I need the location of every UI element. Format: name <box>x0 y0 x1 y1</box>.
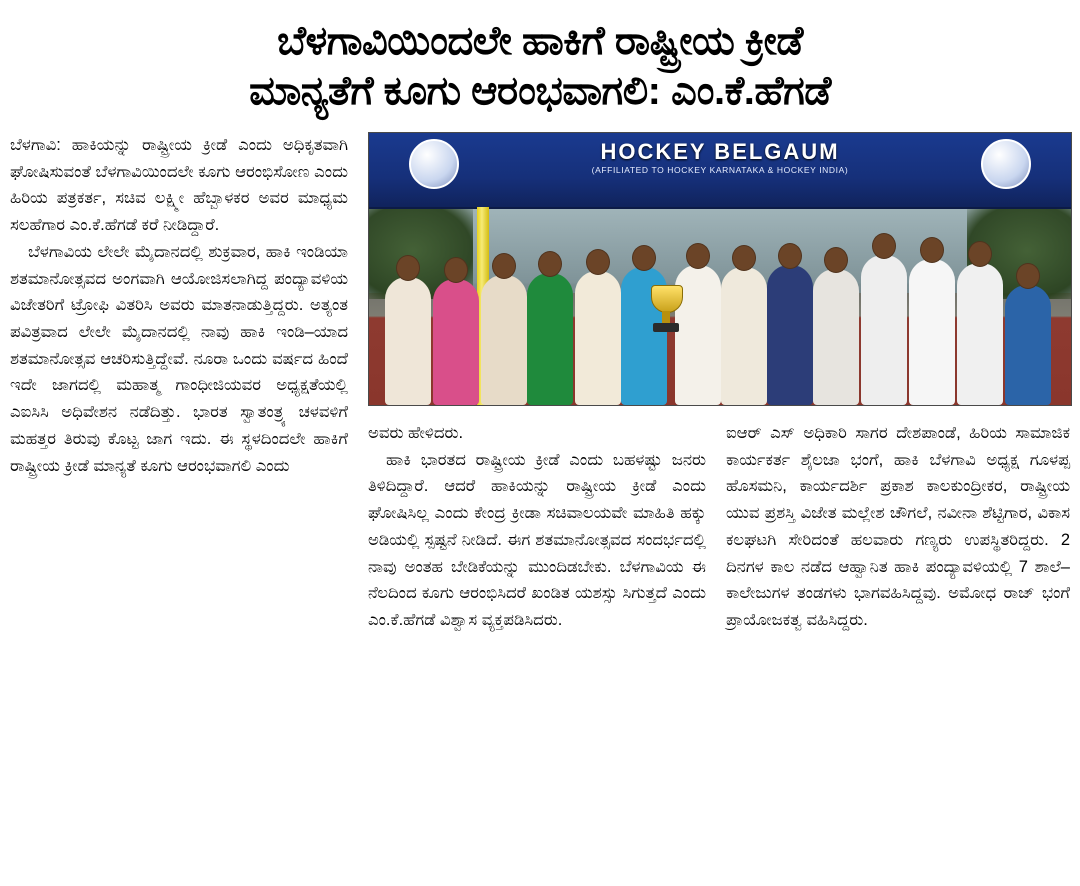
person <box>527 273 573 405</box>
person <box>1005 285 1051 405</box>
person-head-icon <box>872 233 896 259</box>
article-paragraph: ಹಾಕಿ ಭಾರತದ ರಾಷ್ಟ್ರೀಯ ಕ್ರೀಡೆ ಎಂದು ಬಹಳಷ್ಟು ಜನರು ತಿಳಿದಿದ್ದಾರೆ. ಆದರೆ ಹಾಕಿಯನ್ನು ರಾಷ್ಟ್ರೀಯ ಕ್ರೀಡೆ ಎಂದು ಘೋಷಿಸಿಲ್ಲ ಎಂದು ಕೇಂದ್ರ ಕ್ರೀಡಾ ಸಚಿವಾಲಯವೇ ಮಾಹಿತಿ ಹಕ್ಕು ಅಡಿಯಲ್ಲಿ ಸ್ಪಷ್ಟನೆ ನೀಡಿದೆ. ಈಗ ಶತಮಾನೋತ್ಸವದ ಸಂದರ್ಭದಲ್ಲಿ ನಾವು ಅಂತಹ ಬೇಡಿಕೆಯನ್ನು ಮುಂದಿಡಬೇಕು. ಬೆಳಗಾವಿಯ ಈ ನೆಲದಿಂದ ಕೂಗು ಆರಂಭಿಸಿದರೆ ಖಂಡಿತ ಯಶಸ್ಸು ಸಿಗುತ್ತದೆ ಎಂದು ಎಂ.ಕೆ.ಹೆಗಡೆ ವಿಶ್ವಾಸ ವ್ಯಕ್ತಪಡಿಸಿದರು. <box>368 450 706 630</box>
person-head-icon <box>396 255 420 281</box>
person-head-icon <box>538 251 562 277</box>
person <box>481 275 527 405</box>
person-head-icon <box>824 247 848 273</box>
photo-people-group <box>369 223 1071 405</box>
event-photo <box>368 132 1072 406</box>
page-title <box>14 16 1066 116</box>
photo-banner <box>369 133 1071 209</box>
article-paragraph: ಬೆಳಗಾವಿ: ಹಾಕಿಯನ್ನು ರಾಷ್ಟ್ರೀಯ ಕ್ರೀಡೆ ಎಂದು ಅಧಿಕೃತವಾಗಿ ಘೋಷಿಸುವಂತೆ ಬೆಳಗಾವಿಯಿಂದಲೇ ಕೂಗು ಆರಂಭಿಸೋಣ ಎಂದು ಹಿರಿಯ ಪತ್ರಕರ್ತ, ಸಚಿವ ಲಕ್ಷ್ಮೀ ಹೆಬ್ಬಾಳಕರ ಅವರ ಮಾಧ್ಯಮ ಸಲಹೆಗಾರ ಎಂ.ಕೆ.ಹೆಗಡೆ ಕರೆ ನೀಡಿದ್ದಾರೆ. <box>10 136 348 235</box>
person-head-icon <box>920 237 944 263</box>
player <box>957 263 1003 405</box>
person-head-icon <box>1016 263 1040 289</box>
person <box>433 279 479 405</box>
person-head-icon <box>686 243 710 269</box>
article-column-2 <box>368 420 706 634</box>
person-head-icon <box>778 243 802 269</box>
person-head-icon <box>444 257 468 283</box>
player <box>909 259 955 405</box>
person <box>767 265 813 405</box>
person-head-icon <box>968 241 992 267</box>
article-body <box>10 132 1070 822</box>
trophy-icon <box>651 285 681 333</box>
person <box>385 277 431 405</box>
person <box>575 271 621 405</box>
person-head-icon <box>586 249 610 275</box>
banner-title: HOCKEY BELGAUM <box>600 139 840 164</box>
article-column-3 <box>726 420 1070 634</box>
person <box>721 267 767 405</box>
article-paragraph: ಬೆಳಗಾವಿಯ ಲೇಲೇ ಮೈದಾನದಲ್ಲಿ ಶುಕ್ರವಾರ, ಹಾಕಿ ಇಂಡಿಯಾ ಶತಮಾನೋತ್ಸವದ ಅಂಗವಾಗಿ ಆಯೋಜಿಸಲಾಗಿದ್ದ ಪಂದ್ಯಾವಳಿಯ ವಿಜೇತರಿಗೆ ಟ್ರೋಫಿ ವಿತರಿಸಿ ಅವರು ಮಾತನಾಡುತ್ತಿದ್ದರು. ಅತ್ಯಂತ ಪವಿತ್ರವಾದ ಲೇಲೇ ಮೈದಾನದಲ್ಲಿ ನಾವು ಹಾಕಿ ಇಂಡಿ–ಯಾದ ಶತಮಾನೋತ್ಸವ ಆಚರಿಸುತ್ತಿದ್ದೇವೆ. ನೂರಾ ಒಂದು ವರ್ಷದ ಹಿಂದೆ ಇದೇ ಜಾಗದಲ್ಲಿ ಮಹಾತ್ಮ ಗಾಂಧೀಜಿಯವರ ಅಧ್ಯಕ್ಷತೆಯಲ್ಲಿ ಎಐಸಿಸಿ ಅಧಿವೇಶನ ನಡೆದಿತ್ತು. ಭಾರತ ಸ್ವಾತಂತ್ರ್ಯ ಚಳವಳಿಗೆ ಮಹತ್ತರ ತಿರುವು ಕೊಟ್ಟ ಜಾಗ ಇದು. ಈ ಸ್ಥಳದಿಂದಲೇ ಹಾಕಿಗೆ ರಾಷ್ಟ್ರೀಯ ಕ್ರೀಡೆ ಮಾನ್ಯತೆ ಕೂಗು ಆರಂಭವಾಗಲಿ ಎಂದು <box>10 242 348 475</box>
person <box>813 269 859 405</box>
article-column-1 <box>10 132 348 479</box>
player <box>861 255 907 405</box>
person-head-icon <box>492 253 516 279</box>
person-head-icon <box>732 245 756 271</box>
headline-line-1: ಬೆಳಗಾವಿಯಿಂದಲೇ ಹಾಕಿಗೆ ರಾಷ್ಟ್ರೀಯ ಕ್ರೀಡೆ <box>277 19 803 63</box>
article-paragraph: ಅವರು ಹೇಳಿದರು. <box>368 424 464 442</box>
person-head-icon <box>632 245 656 271</box>
article-paragraph: ಐಆರ್ ಎಸ್ ಅಧಿಕಾರಿ ಸಾಗರ ದೇಶಪಾಂಡೆ, ಹಿರಿಯ ಸಾಮಾಜಿಕ ಕಾರ್ಯಕರ್ತ ಶೈಲಜಾ ಭಂಗೆ, ಹಾಕಿ ಬೆಳಗಾವಿ ಅಧ್ಯಕ್ಷ ಗೂಳಪ್ಪ ಹೊಸಮನಿ, ಕಾರ್ಯದರ್ಶಿ ಪ್ರಕಾಶ ಕಾಲಕುಂದ್ರೀಕರ, ರಾಷ್ಟ್ರೀಯ ಯುವ ಪ್ರಶಸ್ತಿ ವಿಜೇತ ಮಲ್ಲೇಶ ಚೌಗಲೆ, ನವೀನಾ ಶೆಟ್ಟಿಗಾರ, ವಿಕಾಸ ಕಲಘಟಗಿ ಸೇರಿದಂತೆ ಹಲವಾರು ಗಣ್ಯರು ಉಪಸ್ಥಿತರಿದ್ದರು. 2 ದಿನಗಳ ಕಾಲ ನಡೆದ ಆಹ್ವಾನಿತ ಹಾಕಿ ಪಂದ್ಯಾವಳಿಯಲ್ಲಿ 7 ಶಾಲೆ–ಕಾಲೇಜುಗಳ ತಂಡಗಳು ಭಾಗವಹಿಸಿದ್ದವು. ಅಮೋಧ ರಾಜ್ ಭಂಗೆ ಪ್ರಾಯೋಜಕತ್ವ ವಹಿಸಿದ್ದರು. <box>726 424 1070 630</box>
headline-line-2: ಮಾನ್ಯತೆಗೆ ಕೂಗು ಆರಂಭವಾಗಲಿ: ಎಂ.ಕೆ.ಹೆಗಡೆ <box>249 69 831 113</box>
banner-subtitle: (AFFILIATED TO HOCKEY KARNATAKA & HOCKEY INDIA) <box>591 165 849 175</box>
